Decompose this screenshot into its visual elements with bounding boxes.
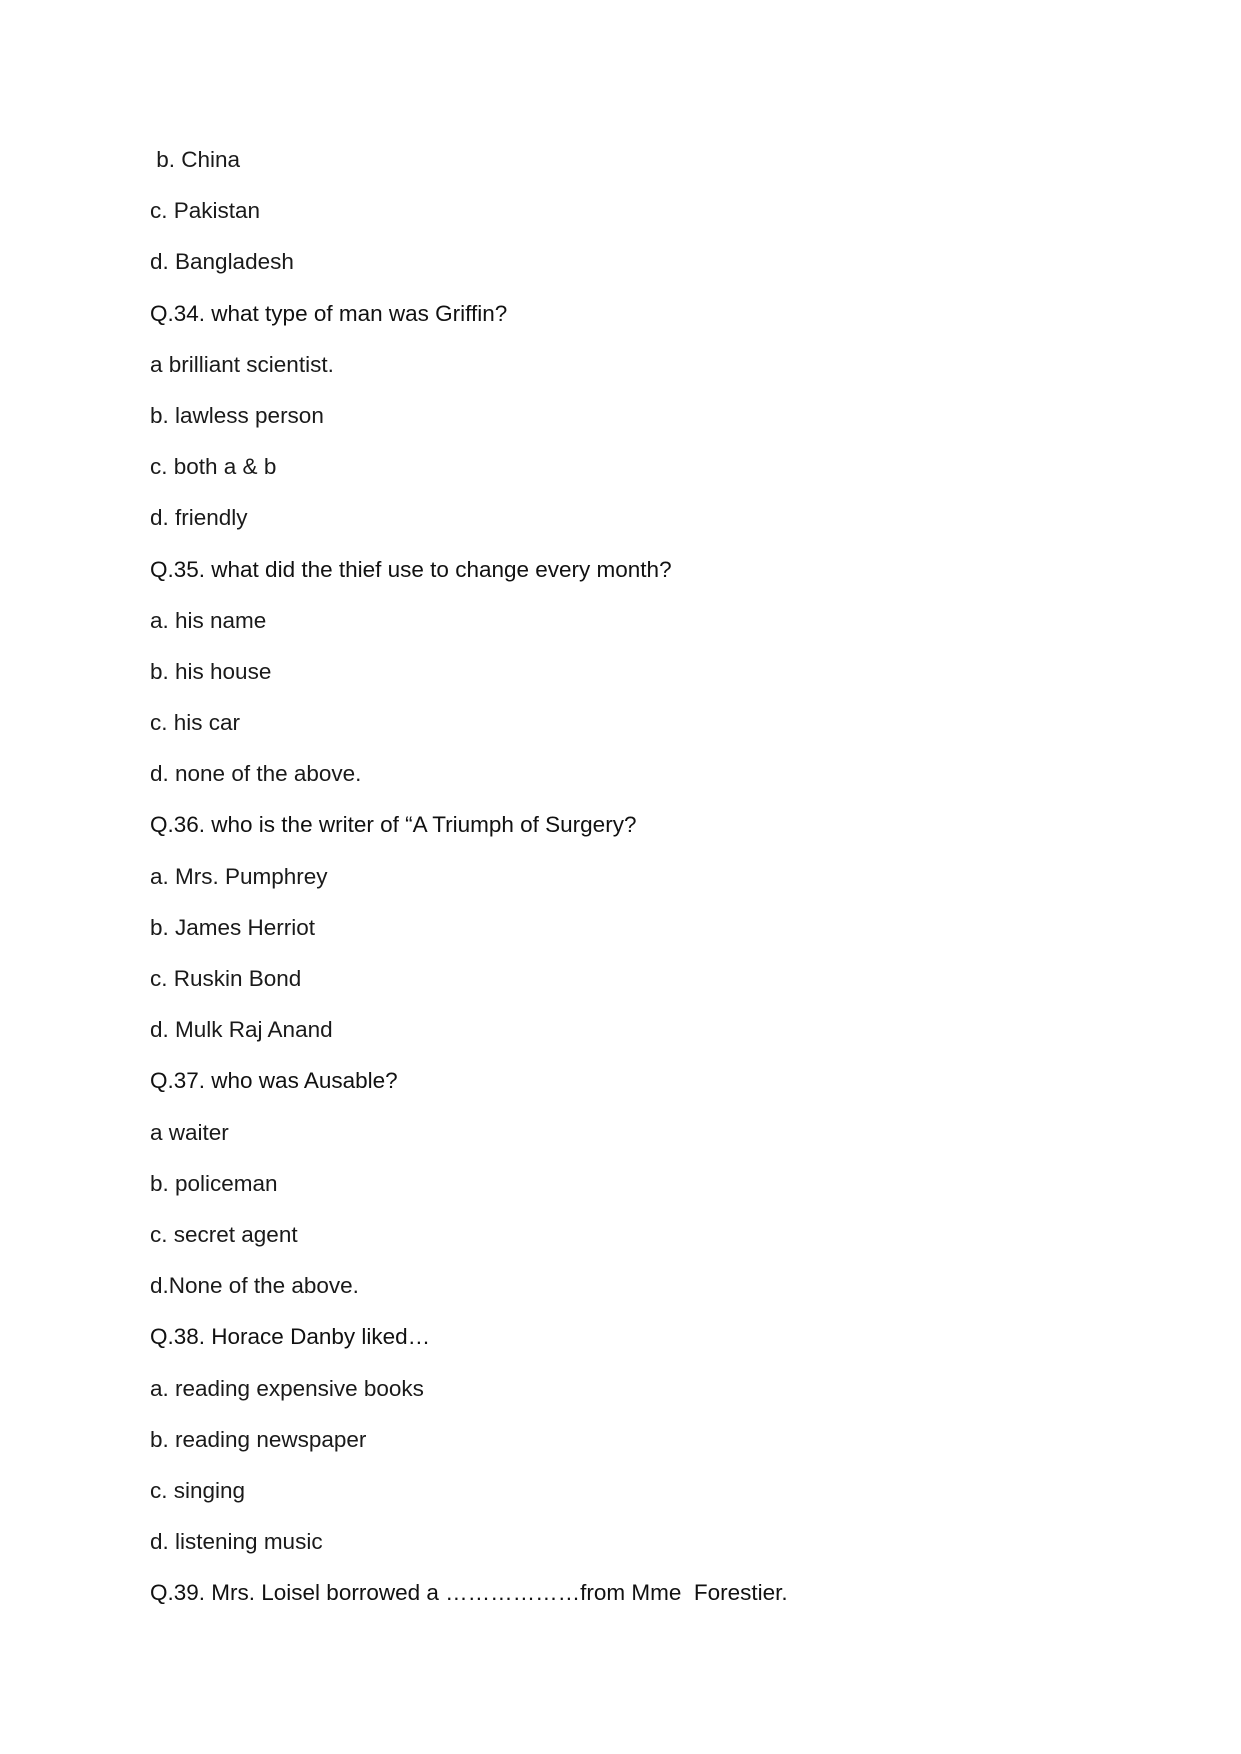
option-line: d. none of the above. (150, 761, 362, 787)
option-line: a. his name (150, 607, 267, 633)
option-line: c. Ruskin Bond (150, 966, 302, 991)
question-line: Q.39. Mrs. Loisel borrowed a ………………from Mme Forestier. (150, 1580, 788, 1606)
option-line: c. Pakistan (150, 198, 261, 224)
question-list (150, 145, 1110, 1629)
option-line: c. his car (150, 710, 241, 736)
question-line: Q.38. Horace Danby liked… (150, 1324, 431, 1350)
option-line: d. Bangladesh (150, 249, 294, 275)
option-line: c. secret agent (150, 1221, 298, 1247)
option-line: b. reading newspaper (150, 1426, 367, 1452)
option-line: d. Mulk Raj Anand (150, 1017, 333, 1043)
question-line: Q.37. who was Ausable? (150, 1068, 398, 1094)
option-line: d. friendly (150, 505, 248, 531)
option-line: b. his house (150, 658, 272, 684)
question-line: Q.35. what did the thief use to change every month? (150, 556, 672, 582)
option-line: c. both a & b (150, 454, 277, 480)
option-line: a brilliant scientist. (150, 351, 334, 377)
option-line: a. reading expensive books (150, 1375, 424, 1401)
option-line: d.None of the above. (150, 1273, 359, 1299)
option-line: b. James Herriot (150, 914, 316, 940)
option-line: b. policeman (150, 1170, 278, 1196)
question-line: Q.34. what type of man was Griffin? (150, 300, 508, 326)
option-line: b. China (150, 147, 241, 172)
option-line: a waiter (150, 1119, 229, 1145)
option-line: b. lawless person (150, 402, 324, 428)
option-line: d. listening music (150, 1529, 323, 1555)
option-line: c. singing (150, 1477, 246, 1503)
question-line: Q.36. who is the writer of “A Triumph of Surgery? (150, 812, 637, 838)
option-line: a. Mrs. Pumphrey (150, 863, 328, 889)
